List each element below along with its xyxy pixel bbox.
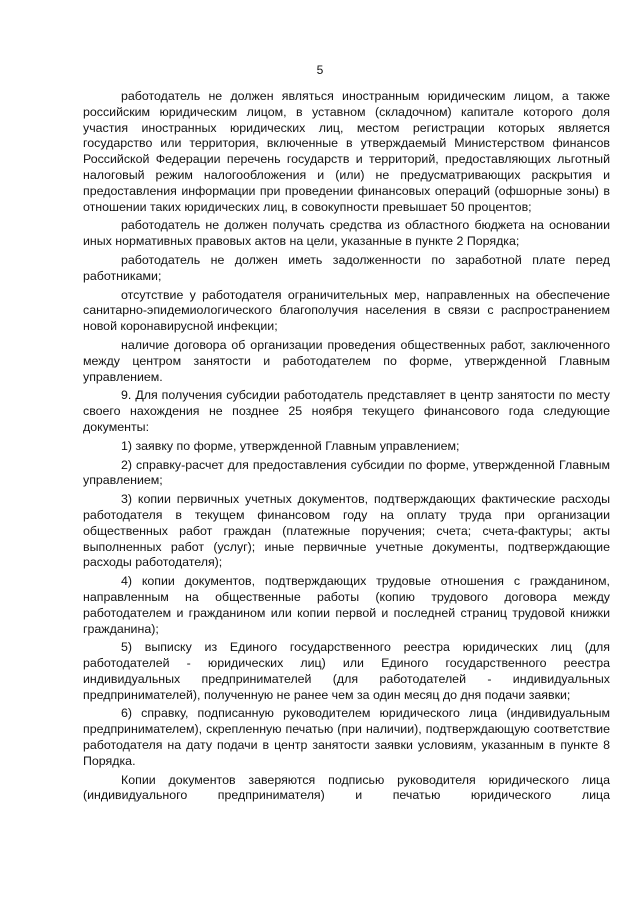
paragraph-document-4: 4) копии документов, подтверждающих трудовые отношения с гражданином, направленным на общественные работы (копию трудового договора между работодателем и гражданином или копии первой и последней страниц трудовой книжки гражданина);	[83, 574, 610, 636]
paragraph-condition-public-works-agreement: наличие договора об организации проведения общественных работ, заключенного между центром занятости и работодателем по форме, утвержденной Главным управлением.	[83, 337, 610, 384]
paragraph-document-2: 2) справку-расчет для предоставления субсидии по форме, утвержденной Главным управлением;	[83, 457, 610, 488]
paragraph-condition-restrictive-measures: отсутствие у работодателя ограничительных мер, направленных на обеспечение санитарно-эпидемиологического благополучия населения в связи с распространением новой коронавирусной инфекции;	[83, 287, 610, 334]
paragraph-condition-foreign-entity: работодатель не должен являться иностранным юридическим лицом, а также российским юридическим лицом, в уставном (складочном) капитале которого доля участия иностранных юридических лиц, местом регистрации которых является государство или территория, включенные в утверждаемый Министерством финансов Российской Федерации перечень государств и территорий, предоставляющих льготный налоговый режим налогообложения и (или) не предусматривающих раскрытия и предоставления информации при проведении финансовых операций (офшорные зоны) в отношении таких юридических лиц, в совокупности превышает 50 процентов;	[83, 89, 610, 214]
paragraph-condition-wage-arrears: работодатель не должен иметь задолженности по заработной плате перед работниками;	[83, 252, 610, 283]
paragraph-document-5: 5) выписку из Единого государственного реестра юридических лиц (для работодателей - юридических лиц) или Единого государственного реестра индивидуальных предпринимателей (для работодателей - индивидуальных предпринимателей), полученную не ранее чем за один месяц до дня подачи заявки;	[83, 640, 610, 702]
paragraph-condition-regional-budget: работодатель не должен получать средства из областного бюджета на основании иных нормативных правовых актов на цели, указанные в пункте 2 Порядка;	[83, 218, 610, 249]
paragraph-item-9: 9. Для получения субсидии работодатель представляет в центр занятости по месту своего нахождения не позднее 25 ноября текущего финансового года следующие документы:	[83, 388, 610, 434]
paragraph-document-1: 1) заявку по форме, утвержденной Главным управлением;	[121, 438, 460, 453]
document-body	[83, 89, 610, 807]
page-number: 5	[316, 63, 324, 77]
paragraph-copies-certification: Копии документов заверяются подписью руководителя юридического лица (индивидуального предпринимателя) и печатью юридического лица	[83, 772, 610, 803]
paragraph-document-3: 3) копии первичных учетных документов, подтверждающих фактические расходы работодателя в текущем финансовом году на оплату труда при организации общественных работ граждан (платежные поручения; счета; счета-фактуры; акты выполненных работ (услуг); иные первичные учетные документы, подтверждающие расходы работодателя);	[83, 492, 610, 570]
paragraph-document-6: 6) справку, подписанную руководителем юридического лица (индивидуальным предпринимателем), скрепленную печатью (при наличии), подтверждающую соответствие работодателя на дату подачи в центр занятости заявки условиям, указанным в пункте 8 Порядка.	[83, 706, 610, 768]
